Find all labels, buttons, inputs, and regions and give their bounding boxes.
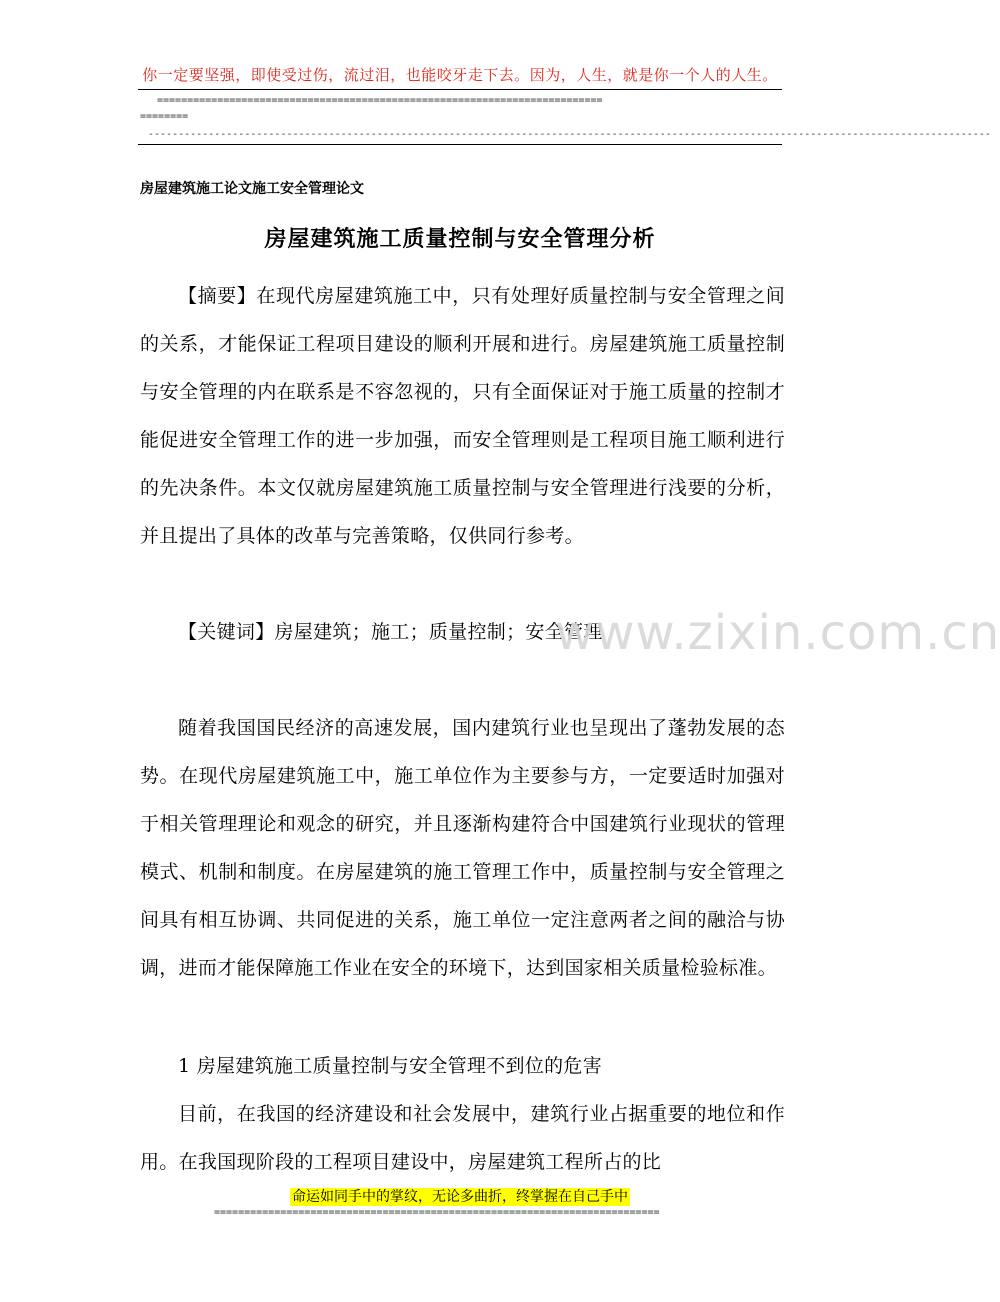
keywords-paragraph: 【关键词】房屋建筑；施工；质量控制；安全管理 <box>178 621 603 643</box>
header-rule-bottom <box>138 144 782 145</box>
footer-equals-line: ========================================================================== <box>214 1207 660 1218</box>
section-1-heading: 1 房屋建筑施工质量控制与安全管理不到位的危害 <box>178 1055 603 1077</box>
document-subject: 房屋建筑施工论文施工安全管理论文 <box>140 181 364 197</box>
bottom-motto-text: 命运如同手中的掌纹，无论多曲折，终掌握在自己手中 <box>292 1189 628 1205</box>
abstract-paragraph: 【摘要】在现代房屋建筑施工中，只有处理好质量控制与安全管理之间的关系，才能保证工程项目建设的顺利开展和进行。房屋建筑施工质量控制与安全管理的内在联系是不容忽视的，只有全面保证对于施工质量的控制才能促进安全管理工作的进一步加强，而安全管理则是工程项目施工顺利进行的先决条件。本文仅就房屋建筑施工质量控制与安全管理进行浅要的分析，并且提出了具体的改革与完善策略，仅供同行参考。 <box>140 285 785 547</box>
header-equals-line-wrap: ======== <box>140 111 189 122</box>
header-equals-line: ========================================================================== <box>157 95 603 106</box>
top-motto: 你一定要坚强，即使受过伤，流过泪，也能咬牙走下去。因为，人生，就是你一个人的人生。 <box>142 66 778 84</box>
header-dash-line: -------------------------------------------------------------------------------------------------------------------------------------------- <box>148 129 991 140</box>
watermark: www.zixin.com.cn <box>555 605 1000 661</box>
bottom-motto <box>0 1186 920 1206</box>
intro-paragraph: 随着我国国民经济的高速发展，国内建筑行业也呈现出了蓬勃发展的态势。在现代房屋建筑施工中，施工单位作为主要参与方，一定要适时加强对于相关管理理论和观念的研究，并且逐渐构建符合中国建筑行业现状的管理模式、机制和制度。在房屋建筑的施工管理工作中，质量控制与安全管理之间具有相互协调、共同促进的关系，施工单位一定注意两者之间的融洽与协调，进而才能保障施工作业在安全的环境下，达到国家相关质量检验标准。 <box>140 717 785 979</box>
document-title: 房屋建筑施工质量控制与安全管理分析 <box>264 226 656 252</box>
header-rule-top <box>138 89 782 90</box>
section-1-paragraph: 目前，在我国的经济建设和社会发展中，建筑行业占据重要的地位和作用。在我国现阶段的工程项目建设中，房屋建筑工程所占的比 <box>140 1103 785 1173</box>
